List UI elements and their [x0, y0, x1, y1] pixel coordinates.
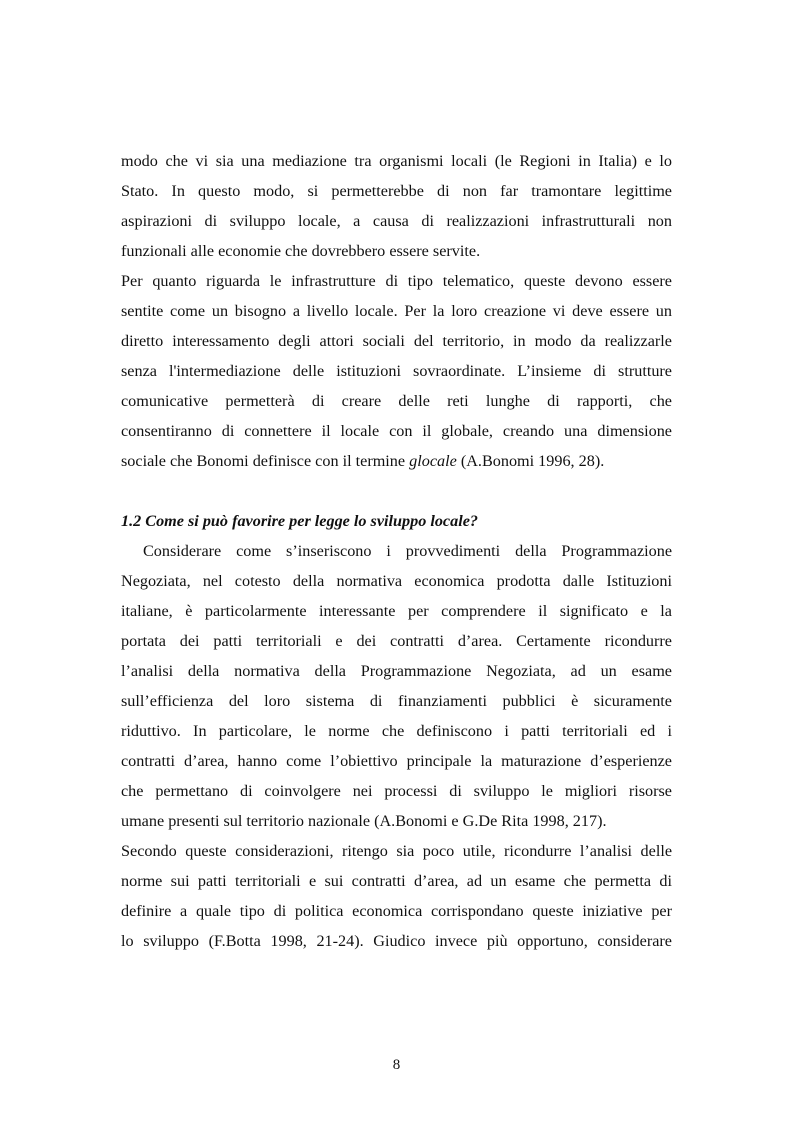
- paragraph-line: norme sui patti territoriali e sui contratti d’area, ad un esame che permetta di: [121, 872, 672, 890]
- paragraph-line: aspirazioni di sviluppo locale, a causa di realizzazioni infrastrutturali non: [121, 212, 672, 230]
- paragraph-line: lo sviluppo (F.Botta 1998, 21-24). Giudico invece più opportuno, considerare: [121, 932, 672, 950]
- paragraph-line: definire a quale tipo di politica economica corrispondano queste iniziative per: [121, 902, 672, 920]
- page-number: 8: [392, 1057, 401, 1073]
- paragraph-line: Negoziata, nel cotesto della normativa economica prodotta dalle Istituzioni: [121, 572, 672, 590]
- paragraph-line: consentiranno di connettere il locale con il globale, creando una dimensione: [121, 422, 672, 440]
- paragraph-line: [121, 451, 672, 471]
- line-text: sociale che Bonomi definisce con il termine: [121, 452, 410, 470]
- section-heading: 1.2 Come si può favorire per legge lo sviluppo locale?: [121, 512, 478, 530]
- paragraph-line: senza l'intermediazione delle istituzioni sovraordinate. L’insieme di strutture: [121, 362, 672, 380]
- italic-term: glocale: [409, 452, 457, 470]
- paragraph-line: italiane, è particolarmente interessante per comprendere il significato e la: [121, 602, 672, 620]
- paragraph-line: diretto interessamento degli attori sociali del territorio, in modo da realizzarle: [121, 332, 672, 350]
- paragraph-line: Stato. In questo modo, si permetterebbe di non far tramontare legittime: [121, 182, 672, 200]
- paragraph-line: comunicative permetterà di creare delle reti lunghe di rapporti, che: [121, 392, 672, 410]
- paragraph-line: Secondo queste considerazioni, ritengo sia poco utile, ricondurre l’analisi delle: [121, 842, 672, 860]
- citation-text: (A.Bonomi 1996, 28).: [456, 452, 605, 470]
- paragraph-line: umane presenti sul territorio nazionale (A.Bonomi e G.De Rita 1998, 217).: [121, 812, 607, 830]
- paragraph-line: modo che vi sia una mediazione tra organismi locali (le Regioni in Italia) e lo: [121, 152, 672, 170]
- paragraph-line: riduttivo. In particolare, le norme che definiscono i patti territoriali ed i: [121, 722, 672, 740]
- paragraph-line: contratti d’area, hanno come l’obiettivo principale la maturazione d’esperienze: [121, 752, 672, 770]
- paragraph-line: che permettano di coinvolgere nei processi di sviluppo le migliori risorse: [121, 782, 672, 800]
- paragraph-line: funzionali alle economie che dovrebbero essere servite.: [121, 242, 481, 260]
- paragraph-line: Per quanto riguarda le infrastrutture di tipo telematico, queste devono essere: [121, 272, 672, 290]
- paragraph-line: l’analisi della normativa della Programmazione Negoziata, ad un esame: [121, 662, 672, 680]
- paragraph-line: sull’efficienza del loro sistema di finanziamenti pubblici è sicuramente: [121, 692, 672, 710]
- paragraph-line: Considerare come s’inseriscono i provvedimenti della Programmazione: [143, 542, 672, 560]
- paragraph-line: sentite come un bisogno a livello locale. Per la loro creazione vi deve essere un: [121, 302, 672, 320]
- paragraph-line: portata dei patti territoriali e dei contratti d’area. Certamente ricondurre: [121, 632, 672, 650]
